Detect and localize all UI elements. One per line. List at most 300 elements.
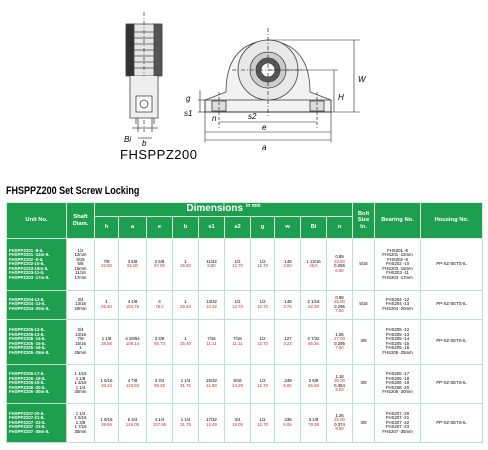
dim-inch: 1 (184, 258, 187, 264)
unit-no-cell-line: FHSPPZ204 -13-IL (9, 301, 46, 307)
dim-mm: 12.70 (257, 303, 268, 309)
shaft-diam-cell-line: 1 1/4 (75, 410, 86, 416)
dim-label-s2: s2 (248, 112, 257, 121)
dim-inch: .127 (283, 336, 292, 342)
dim-mm: 25.40 (180, 303, 191, 309)
dim-mm: 12.70 (257, 382, 268, 388)
dim-inch: 13/32 (206, 299, 217, 305)
dim-cell-s1 (199, 364, 225, 403)
dim-n-mm: 7.50 (335, 345, 344, 351)
dim-inch: .248 (283, 378, 292, 384)
dim-inch: .148 (283, 258, 292, 264)
dim-inch: 1 1/4 (180, 378, 191, 384)
dim-inch: 3 5/8 (127, 258, 138, 264)
bearing-no-cell-line: FHS207 -23 (385, 424, 410, 430)
dim-n-inch: 0.374 (334, 421, 345, 427)
shaft-diam-cell-line: 1 (79, 345, 82, 351)
shaft-diam-cell-line: 20mm (74, 305, 87, 311)
dim-mm: 123.83 (125, 382, 140, 388)
unit-no-cell-line: FHSPPZ205 -14-IL (9, 336, 46, 342)
dim-inch: 9/16 (233, 378, 242, 384)
dim-inch: 1/2 (234, 299, 241, 305)
dim-inch: 2 5/8 (154, 258, 165, 264)
dim-mm: 25.40 (101, 303, 112, 309)
dim-mm: 14.29 (232, 382, 243, 388)
header-dimensions: Dimensions $^{in mm}$ (95, 203, 353, 217)
shaft-diam-cell-line: 13/16 (75, 301, 86, 307)
bolt-size-cell: 3/8 (353, 403, 375, 442)
shaft-diam-cell-line: 17mm (74, 274, 87, 280)
unit-no-cell-line: FHSPPZ202-10-IL (9, 261, 45, 267)
dim-label-w: W (358, 75, 366, 84)
dim-inch: 1/2 (234, 258, 241, 264)
dim-n-inch: 0.295 (334, 340, 345, 346)
housing-no-cell: PP-XZ-SETS-IL (421, 319, 483, 364)
dim-inch: 4 7/8 (127, 378, 138, 384)
dim-inch: 2 5/8 (308, 378, 319, 384)
unit-no-cell (7, 364, 67, 403)
dim-cell-s1 (199, 403, 225, 442)
dim-mm: 6.05 (283, 382, 292, 388)
shaft-diam-cell-line: 1 1/4 (75, 384, 86, 390)
unit-no-cell-line: FHSPPZ204-12-IL (9, 296, 45, 302)
dim-inch: .238 (283, 417, 292, 423)
shaft-diam-cell-line: 25mm (74, 349, 87, 355)
shaft-diam-cell (67, 403, 95, 442)
dim-inch: 4 1/4 (154, 417, 165, 423)
unit-no-cell-line: FHSPPZ207 -35m-IL (9, 428, 50, 434)
dim-inch: 3 3/4 (154, 378, 165, 384)
dim-mm: 25.50 (180, 263, 191, 269)
dim-n-mm: 6.50 (335, 267, 344, 273)
bearing-no-cell (375, 239, 421, 291)
unit-no-cell-line: FHSPPZ206 -30m-IL (9, 389, 50, 395)
housing-no-cell: PP-XZ-SETS-IL (421, 364, 483, 403)
dim-cell-w (275, 364, 301, 403)
dim-mm: 3.76 (283, 303, 292, 309)
dim-label-e: e (262, 123, 267, 132)
dim-cell-w (275, 290, 301, 319)
unit-no-cell-line: FHSPPZ207 -23-IL (9, 424, 46, 430)
dim-inch: 3 (158, 299, 161, 305)
dim-inch: .148 (283, 299, 292, 305)
header-col-b: b (173, 217, 199, 239)
dim-mm: 85.73 (154, 340, 165, 346)
dim-cell-s2 (225, 239, 251, 291)
bearing-no-cell (375, 403, 421, 442)
dim-cell-w2 (301, 403, 327, 442)
dim-cell-w (275, 403, 301, 442)
unit-no-cell-line: FHSPPZ206 -20-IL (9, 384, 46, 390)
header-bolt-size: Bolt Size In. (353, 203, 375, 239)
unit-no-cell-line: FHSPPZ207 -22-IL (9, 419, 46, 425)
bearing-no-cell-line: FHS201 -12mm (382, 252, 413, 258)
dim-mm: 27.00 (334, 336, 345, 342)
dim-inch: 15/32 (206, 378, 217, 384)
bolt-size-cell: 5/16 (353, 239, 375, 291)
shaft-diam-cell-line: 1 1/16 (74, 371, 87, 377)
unit-no-cell-line: FHSPPZ206-19-IL (9, 380, 45, 386)
header-housing-no: Housing No. (421, 203, 483, 239)
dim-label-bi: Bi (124, 135, 132, 144)
unit-no-cell-line: FHSPPZ205-12-IL (9, 327, 45, 333)
shaft-diam-cell-line: 1 3/8 (75, 419, 86, 425)
dim-inch: 1.06 (335, 331, 344, 337)
unit-no-cell-line: FHSPPZ205 -16-IL (9, 345, 46, 351)
shaft-diam-cell-line: 11/16 (75, 270, 86, 276)
dim-mm: 79.38 (308, 421, 319, 427)
shaft-diam-cell-line: 1 3/16 (74, 380, 87, 386)
dim-inch: 3 3/8 (154, 336, 165, 342)
dim-inch: 1/2 (259, 417, 266, 423)
header-col-a: a (119, 217, 147, 239)
shaft-diam-cell-line: 1 5/16 (74, 415, 87, 421)
bearing-no-cell-line: FHS207 -20 (385, 410, 410, 416)
bearing-no-cell-line: FHS203 -15mm (382, 265, 413, 271)
dim-inch: 1/2 (259, 258, 266, 264)
unit-no-cell-line: FHSPPZ205 -25m-IL (9, 349, 50, 355)
dim-cell-a (119, 403, 147, 442)
dim-cell-h (95, 239, 119, 291)
dim-inch: 1 9/16 (100, 417, 113, 423)
dim-cell-s1 (199, 239, 225, 291)
dim-mm: 76.2 (155, 303, 164, 309)
dim-mm: 12.70 (232, 303, 243, 309)
dim-cell-w2 (301, 290, 327, 319)
dim-cell-e (147, 239, 173, 291)
dim-inch: 0.98 (335, 294, 344, 300)
dim-cell-s2 (225, 403, 251, 442)
dim-cell-b (173, 319, 199, 364)
shaft-diam-cell (67, 239, 95, 291)
header-col-g: g (251, 217, 275, 239)
dim-cell-e (147, 290, 173, 319)
dim-cell-a (119, 319, 147, 364)
unit-no-cell-line: FHSPPZ202 -9-IL (9, 256, 44, 262)
dim-cell-e (147, 403, 173, 442)
shaft-diam-cell-line: 15mm (74, 265, 87, 271)
table-row (7, 319, 483, 364)
dim-cell-bi (327, 319, 353, 364)
dim-label-n: n (212, 114, 217, 123)
dim-inch: 1 (184, 336, 187, 342)
unit-no-cell-line: FHSPPZ201 -8-IL (9, 247, 44, 253)
dim-inch: 1.26 (335, 412, 344, 418)
dim-cell-h (95, 403, 119, 442)
bearing-no-cell-line: FHS206 -17 (385, 371, 410, 377)
shaft-diam-cell-line: 1 1/8 (75, 375, 86, 381)
dim-cell-w (275, 239, 301, 291)
dim-inch: 2 7/32 (307, 336, 320, 342)
bearing-no-cell (375, 319, 421, 364)
dim-inch: 3/4 (234, 417, 241, 423)
bearing-no-cell-line: FHS206 -19 (385, 380, 410, 386)
dim-inch: 4 19/64 (125, 336, 140, 342)
shaft-diam-cell-line: 7/8 (77, 336, 84, 342)
unit-no-cell-line: FHSPPZ203-11-IL (9, 270, 45, 276)
bearing-no-cell-line: FHS201 -8 (387, 247, 408, 253)
dim-mm: 12.70 (257, 421, 268, 427)
dim-label-a: a (262, 143, 267, 152)
dim-mm: 28.58 (101, 340, 112, 346)
dim-cell-e (147, 364, 173, 403)
dim-mm: 31.75 (180, 382, 191, 388)
dim-inch: 1/2 (259, 336, 266, 342)
dim-mm: 66.68 (308, 382, 319, 388)
dim-inch: 11/32 (206, 258, 217, 264)
shaft-diam-cell-line: 35mm (74, 428, 87, 434)
dim-inch: 1 1/8 (101, 336, 112, 342)
shaft-diam-cell-line: 3/4 (77, 327, 84, 333)
dim-mm: 25.40 (180, 340, 191, 346)
dim-cell-g (251, 364, 275, 403)
dim-cell-g (251, 319, 275, 364)
side-view (126, 12, 162, 132)
housing-no-cell: PP-XZ-SETS-IL (421, 290, 483, 319)
dim-mm: 12.70 (232, 263, 243, 269)
dim-mm: 30.00 (334, 378, 345, 384)
bearing-no-cell-line: FHS207 -21 (385, 415, 410, 421)
dim-mm: 146.05 (125, 421, 140, 427)
dim-inch: 1/2 (259, 378, 266, 384)
dim-inch: 2 1/16 (307, 299, 320, 305)
dim-mm: 3.23 (283, 340, 292, 346)
dim-cell-bi (327, 239, 353, 291)
dim-cell-b (173, 239, 199, 291)
dim-mm: 25.00 (334, 299, 345, 305)
dim-cell-a (119, 290, 147, 319)
dim-cell-s2 (225, 290, 251, 319)
header-col-bi: Bi (301, 217, 327, 239)
dim-cell-w (275, 319, 301, 364)
dimensions-table (6, 202, 483, 443)
bolt-size-cell: 5/16 (353, 290, 375, 319)
bearing-no-cell-line: FHS207 -22 (385, 419, 410, 425)
bearing-no-cell-line: FHS205 -13 (385, 331, 410, 337)
dim-cell-a (119, 364, 147, 403)
unit-no-cell-line: FHSPPZ201 -12m-IL (9, 252, 50, 258)
dim-mm: 11.90 (206, 382, 217, 388)
shaft-diam-cell-line: 3/4 (77, 296, 84, 302)
dim-mm: 67.00 (154, 263, 165, 269)
dim-mm: 6.05 (283, 421, 292, 427)
dim-cell-g (251, 290, 275, 319)
dim-cell-h (95, 319, 119, 364)
dim-mm: 109.14 (125, 340, 140, 346)
table-row (7, 364, 483, 403)
dim-cell-h (95, 364, 119, 403)
dim-inch: 17/32 (206, 417, 217, 423)
dim-n-mm: 9.50 (335, 426, 344, 432)
bearing-no-cell-line: FHS203 -11 (386, 270, 409, 276)
header-col-w: w (275, 217, 301, 239)
model-label: FHSPPZ200 (120, 147, 198, 162)
bolt-size-cell: 3/8 (353, 319, 375, 364)
dim-n-inch: 0.256 (334, 263, 345, 269)
shaft-diam-cell (67, 364, 95, 403)
dim-cell-b (173, 364, 199, 403)
dim-mm: 95.25 (154, 382, 165, 388)
unit-no-cell-line: FHSPPZ203 -17m-IL (9, 274, 50, 280)
dim-mm: 32.00 (334, 417, 345, 423)
dim-cell-b (173, 403, 199, 442)
shaft-diam-cell-line: 30mm (74, 389, 87, 395)
header-dimensions-unit: in mm (245, 203, 261, 210)
dim-inch: 5 3/4 (127, 417, 138, 423)
dim-cell-w2 (301, 364, 327, 403)
dim-cell-b (173, 290, 199, 319)
bearing-no-cell-line: FHS205 -15 (385, 340, 410, 346)
dim-mm: 92.00 (127, 263, 138, 269)
unit-no-cell-line: FHSPPZ205-13-IL (9, 331, 45, 337)
dim-mm: 52.39 (308, 303, 319, 309)
dim-mm: 22.50 (334, 258, 345, 264)
header-col-n: n (327, 217, 353, 239)
dim-inch: 1.18 (335, 373, 344, 379)
bearing-no-cell-line: FHS205 -14 (385, 336, 410, 342)
table-title: FHSPPZ200 Set Screw Locking (6, 185, 140, 197)
bearing-no-cell-line: FHS205 -12 (385, 327, 410, 333)
dim-inch: 1 13/16 (306, 258, 321, 264)
dim-mm: 19.05 (232, 421, 243, 427)
unit-no-cell-line: FHSPPZ206 -18-IL (9, 375, 46, 381)
dim-inch: 1 1/4 (180, 417, 191, 423)
housing-no-cell: PP-XZ-SETS-IL (421, 239, 483, 291)
bearing-no-cell-line: FHS202 -10 (385, 261, 410, 267)
dim-label-s1: s1 (184, 109, 193, 118)
dim-mm: 107.95 (152, 421, 167, 427)
header-col-e: e (147, 217, 173, 239)
bearing-no-cell-line: FHS207 -35mm (382, 428, 413, 434)
unit-no-cell (7, 239, 67, 291)
dim-n-inch: 0.295 (334, 303, 345, 309)
bearing-no-cell (375, 364, 421, 403)
dim-cell-e (147, 319, 173, 364)
dim-inch: 1 (105, 299, 108, 305)
dim-cell-s2 (225, 319, 251, 364)
dim-cell-w2 (301, 239, 327, 291)
shaft-diam-cell (67, 319, 95, 364)
header-unit-no: Unit No. (7, 203, 67, 239)
unit-no-cell-line: FHSPPZ206-17-IL (9, 371, 45, 377)
table-row (7, 239, 483, 291)
bearing-no-cell-line: FHS206 -18 (385, 375, 410, 381)
dim-mm: 10.32 (206, 303, 217, 309)
dim-cell-g (251, 403, 275, 442)
header-col-s2: s2 (225, 217, 251, 239)
header-col-h: h (95, 217, 119, 239)
unit-no-cell (7, 319, 67, 364)
shaft-diam-cell (67, 290, 95, 319)
dim-mm: 22.50 (101, 263, 112, 269)
dim-cell-s2 (225, 364, 251, 403)
dim-inch: 1 (184, 299, 187, 305)
dim-mm: 11.11 (232, 340, 243, 346)
table-row (7, 290, 483, 319)
dim-cell-w2 (301, 319, 327, 364)
dim-mm: 3.60 (283, 263, 292, 269)
shaft-diam-cell-line: 1/2 (77, 247, 84, 253)
dim-n-mm: 7.50 (335, 308, 344, 314)
unit-no-cell-line: FHSPPZ204 -20m-IL (9, 305, 50, 311)
dim-mm: 46.5 (309, 263, 318, 269)
dim-inch: 1/2 (259, 299, 266, 305)
dim-n-mm: 9.00 (335, 387, 344, 393)
dim-cell-bi (327, 403, 353, 442)
shaft-diam-cell-line: 5/8 (77, 261, 84, 267)
unit-no-cell (7, 290, 67, 319)
dim-mm: 39.69 (101, 421, 112, 427)
dim-mm: 56.36 (308, 340, 319, 346)
unit-no-cell-line: FHSPPZ205 -15-IL (9, 340, 46, 346)
dim-cell-bi (327, 364, 353, 403)
dim-label-b: b (142, 139, 147, 148)
dim-cell-g (251, 239, 275, 291)
dim-label-h: H (338, 93, 344, 102)
shaft-diam-cell-line: 12mm (74, 252, 87, 258)
front-view (205, 28, 331, 128)
shaft-diam-cell-line: 9/16 (76, 256, 85, 262)
dim-inch: 0.89 (335, 254, 344, 260)
shaft-diam-cell-line: 13/16 (75, 331, 86, 337)
header-bearing-no: Bearing No. (375, 203, 421, 239)
technical-drawing (0, 0, 488, 175)
dim-mm: 12.70 (257, 263, 268, 269)
shaft-diam-cell-line: 1 7/16 (74, 424, 87, 430)
bearing-no-cell-line: FHS204 -12 (385, 296, 410, 302)
dim-inch: 4 1/8 (127, 299, 138, 305)
dim-cell-bi (327, 290, 353, 319)
bearing-no-cell-line: FHS205 -25mm (382, 349, 413, 355)
housing-no-cell: PP-XZ-SETS-IL (421, 403, 483, 442)
dim-inch: 7/16 (233, 336, 242, 342)
dim-label-g: g (186, 94, 191, 103)
unit-no-cell (7, 403, 67, 442)
dim-inch: 3 1/8 (308, 417, 319, 423)
dim-inch: 7/16 (207, 336, 216, 342)
table-row (7, 403, 483, 442)
header-shaft-diam: Shaft Diam. (67, 203, 95, 239)
bearing-no-cell-line: FHS206 -20 (385, 384, 410, 390)
bearing-no-cell-line: FHS205 -16 (385, 345, 410, 351)
dim-n-inch: 0.354 (334, 382, 345, 388)
dim-inch: 1 5/16 (100, 378, 113, 384)
bearing-no-cell-line: FHS202 -9 (387, 256, 408, 262)
dim-mm: 8.80 (207, 263, 216, 269)
bearing-no-cell-line: FHS206 -30mm (382, 389, 413, 395)
header-col-s1: s1 (199, 217, 225, 239)
bearing-no-cell-line: FHS203 -17mm (382, 274, 413, 280)
dim-mm: 104.76 (125, 303, 140, 309)
dim-mm: 33.34 (101, 382, 112, 388)
unit-no-cell-line: FHSPPZ207-21-IL (9, 415, 45, 421)
bearing-no-cell-line: FHS204 -13 (385, 301, 410, 307)
unit-no-cell-line: FHSPPZ207-20-IL (9, 410, 45, 416)
bearing-no-cell-line: FHS204 -20mm (382, 305, 413, 311)
dim-mm: 11.11 (206, 340, 217, 346)
dim-mm: 13.49 (206, 421, 217, 427)
dim-inch: 7/8 (103, 258, 110, 264)
dim-cell-s1 (199, 290, 225, 319)
bolt-size-cell: 3/8 (353, 364, 375, 403)
dim-mm: 31.75 (180, 421, 191, 427)
dim-mm: 12.70 (257, 340, 268, 346)
shaft-diam-cell-line: 15/16 (75, 340, 86, 346)
bearing-no-cell (375, 290, 421, 319)
dim-cell-s1 (199, 319, 225, 364)
dim-cell-a (119, 239, 147, 291)
unit-no-cell-line: FHSPPZ203-15m-IL (9, 265, 49, 271)
